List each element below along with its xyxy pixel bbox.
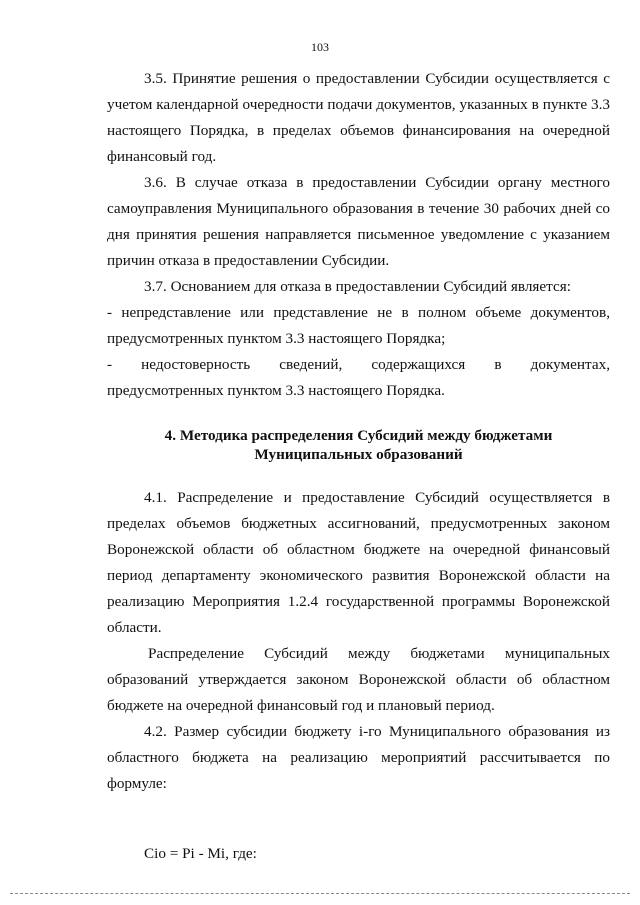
bottom-scan-edge [10,893,630,894]
paragraph-3-7: 3.7. Основанием для отказа в предоставлении Субсидий является: [144,278,571,295]
paragraph-3-6: 3.6. В случае отказа в предоставлении Субсидии органу местного самоуправления Муниципального образования в течение 30 рабочих дней со дня принятия решения направляется письменное уведомление с указанием причин отказа в предоставлении Субсидии. [107,174,610,269]
section-4-heading-line1: 4. Методика распределения Субсидий между бюджетами [164,427,553,444]
paragraph-4-2: 4.2. Размер субсидии бюджету i-го Муниципального образования из областного бюджета на реализацию мероприятий рассчитывается по формуле: [107,723,610,792]
refusal-reason-2: - недостоверность сведений, содержащихся в документах, [107,356,610,373]
page-number: 103 [311,40,329,54]
paragraph-distribution: Распределение Субсидий между бюджетами муниципальных образований утверждается законом Воронежской области об областном бюджете на очередной финансовый год и плановый период. [107,645,610,714]
refusal-reason-2-continued: предусмотренных пунктом 3.3 настоящего Порядка. [107,382,445,399]
document-body [107,66,610,867]
section-4-heading [107,426,610,464]
paragraph-3-5: 3.5. Принятие решения о предоставлении Субсидии осуществляется с учетом календарной очередности подачи документов, указанных в пункте 3.3 настоящего Порядка, в пределах объемов финансирования на очередной финансовый год. [107,70,610,165]
refusal-reason-1: - непредставление или представление не в полном объеме документов, предусмотренных пунктом 3.3 настоящего Порядка; [107,304,610,347]
paragraph-4-1: 4.1. Распределение и предоставление Субсидий осуществляется в пределах объемов бюджетных ассигнований, предусмотренных законом Воронежской области об областном бюджете на очередной финансовый период департаменту экономического развития Воронежской области на реализацию Мероприятия 1.2.4 государственной программы Воронежской области. [107,489,610,636]
section-4-heading-line2: Муниципальных образований [254,446,463,463]
formula: Сio = Рi - Мi, где: [144,845,257,862]
